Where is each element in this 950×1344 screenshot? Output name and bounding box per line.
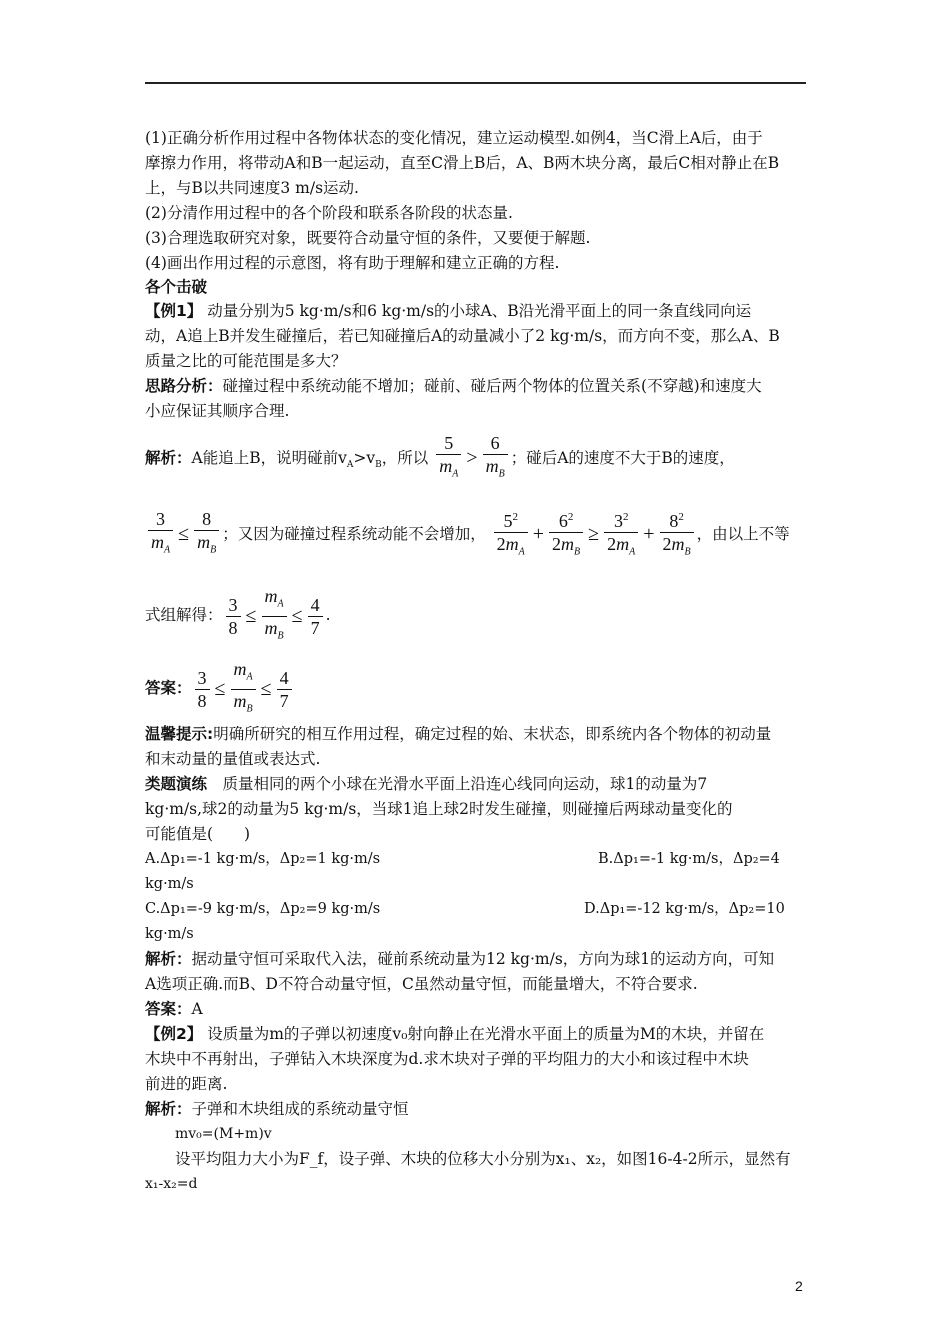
answer-fraction-ma-mb: $\frac{m_A}{m_B}$ xyxy=(231,658,256,720)
answer-label: 答案： xyxy=(145,679,192,698)
practice-answer-label: 答案： xyxy=(145,1000,192,1018)
note-1-line-1: (1)正确分析作用过程中各物体状态的变化情况，建立运动模型.如例4，当C滑上A后，由于 xyxy=(145,129,763,147)
example1-solution-line-2: $\frac{3}{m_A}$ ≤ $\frac{8}{m_B}$ ；又因为碰撞过程系统动能不会增加， $\frac{5^2}{2m_A}$ + $\frac{6^2}{2m_B}$ ≥ $\frac{3^2}{2m_A}$ + $\frac{8^2}{2m_B}$ ，由以上不等 xyxy=(145,506,790,564)
sol-a: A能追上B，说明碰前v xyxy=(191,448,347,467)
example2-question-line-1 xyxy=(145,1024,764,1044)
option-c: C.Δp₁=-9 kg·m/s，Δp₂=9 kg·m/s xyxy=(145,901,381,917)
example2-solution-line-1 xyxy=(145,1099,409,1119)
practice-label: 类题演练 xyxy=(145,775,208,793)
example1-hint-line-1 xyxy=(145,376,762,396)
example2-question-line-3: 前进的距离. xyxy=(145,1075,228,1093)
practice-sol-1: 据动量守恒可采取代入法，碰前系统动量为12 kg·m/s，方向为球1的运动方向，可知 xyxy=(191,950,775,968)
momentum-equation: mv₀=(M+m)v xyxy=(175,1126,272,1142)
note-1-line-2: 摩擦力作用，将带动A和B一起运动，直至C滑上B后，A、B两木块分离，最后C相对静止在B xyxy=(145,154,780,172)
note-2: (2)分清作用过程中的各个阶段和联系各阶段的状态量. xyxy=(145,204,513,222)
fraction-5sq: $\frac{5^2}{2m_A}$ xyxy=(494,506,528,564)
tip-line-2: 和末动量的量值或表达式. xyxy=(145,750,321,768)
example1-solution-line-1: 解析：A能追上B，说明碰前$v_A>v_B$，所以 $\frac{5}{m_A}$ > $\frac{6}{m_B}$ ；碰后A的速度不大于B的速度， xyxy=(145,432,735,486)
fraction-3sq: $\frac{3^2}{2m_A}$ xyxy=(604,506,638,564)
example1-solution-line-3: 式组解得： $\frac{3}{8}$ ≤ $\frac{m_A}{m_B}$ ≤ $\frac{4}{7}$ . xyxy=(145,585,331,647)
practice-answer xyxy=(145,999,203,1019)
option-b-line-1: B.Δp₁=-1 kg·m/s，Δp₂=4 xyxy=(598,851,780,867)
option-b-line-2: kg·m/s xyxy=(145,876,194,892)
hint-text-1: 碰撞过程中系统动能不增加；碰前、碰后两个物体的位置关系(不穿越)和速度大 xyxy=(222,377,762,395)
example2-solution-label: 解析： xyxy=(145,1100,192,1118)
sol-d: ；又因为碰撞过程系统动能不会增加， xyxy=(222,524,486,543)
sol-f: 式组解得： xyxy=(145,606,223,625)
hint-label: 思路分析： xyxy=(145,377,223,395)
fraction-3-over-ma: $\frac{3}{m_A}$ xyxy=(148,508,173,562)
example2-solution-line-2: 设平均阻力大小为F_f，设子弹、木块的位移大小分别为x₁、x₂，如图16-4-2所示，显然有 xyxy=(175,1150,791,1168)
practice-solution-line-2: A选项正确.而B、D不符合动量守恒，C虽然动量守恒，而能量增大，不符合要求. xyxy=(145,975,698,993)
example1-hint-line-2: 小应保证其顺序合理. xyxy=(145,402,290,420)
answer-fraction-3-8: $\frac{3}{8}$ xyxy=(195,667,210,712)
practice-solution-label: 解析： xyxy=(145,950,192,968)
tip-text-1: 明确所研究的相互作用过程，确定过程的始、末状态，即系统内各个物体的初动量 xyxy=(213,725,772,743)
sol-sub-b: B xyxy=(375,459,382,470)
example1-label: 【例1】 xyxy=(145,302,203,320)
practice-question-line-1 xyxy=(145,774,707,794)
option-d-line-2: kg·m/s xyxy=(145,926,194,942)
page-number: 2 xyxy=(795,1278,803,1294)
fraction-6-over-mb: $\frac{6}{m_B}$ xyxy=(483,432,508,486)
fraction-6sq: $\frac{6^2}{2m_B}$ xyxy=(549,506,583,564)
example2-label: 【例2】 xyxy=(145,1025,203,1043)
fraction-8-over-mb: $\frac{8}{m_B}$ xyxy=(194,508,219,562)
example1-q1: 动量分别为5 kg·m/s和6 kg·m/s的小球A、B沿光滑平面上的同一条直线同向运 xyxy=(207,302,752,320)
fraction-ma-mb: $\frac{m_A}{m_B}$ xyxy=(262,585,287,647)
practice-answer-value: A xyxy=(191,1000,203,1018)
tip-line-1 xyxy=(145,724,771,744)
fraction-4-7: $\frac{4}{7}$ xyxy=(308,594,323,639)
sol-e: ，由以上不等 xyxy=(696,524,790,543)
practice-q1: 质量相同的两个小球在光滑水平面上沿连心线同向运动，球1的动量为7 xyxy=(222,775,708,793)
practice-question-line-2: kg·m/s,球2的动量为5 kg·m/s，当球1追上球2时发生碰撞，则碰撞后两球动量变化的 xyxy=(145,800,733,818)
fraction-3-8: $\frac{3}{8}$ xyxy=(226,594,241,639)
note-1-line-3: 上，与B以共同速度3 m/s运动. xyxy=(145,179,359,197)
option-d-line-1: D.Δp₁=-12 kg·m/s，Δp₂=10 xyxy=(584,901,785,917)
answer-fraction-4-7: $\frac{4}{7}$ xyxy=(277,667,292,712)
example1-question-line-2: 动，A追上B并发生碰撞后，若已知碰撞后A的动量减小了2 kg·m/s，而方向不变，那么A、B xyxy=(145,327,780,345)
example1-question-line-1 xyxy=(145,301,751,321)
fraction-8sq: $\frac{8^2}{2m_B}$ xyxy=(660,506,694,564)
practice-solution-line-1 xyxy=(145,949,774,969)
section-title: 各个击破 xyxy=(145,278,208,296)
fraction-5-over-ma: $\frac{5}{m_A}$ xyxy=(436,432,461,486)
sol-c: ；碰后A的速度不大于B的速度， xyxy=(510,448,735,467)
header-rule xyxy=(145,82,806,84)
displacement-equation: x₁-x₂=d xyxy=(145,1176,198,1192)
example2-question-line-2: 木块中不再射出，子弹钻入木块深度为d.求木块对子弹的平均阻力的大小和该过程中木块 xyxy=(145,1050,749,1068)
option-a: A.Δp₁=-1 kg·m/s，Δp₂=1 kg·m/s xyxy=(145,851,381,867)
note-3: (3)合理选取研究对象，既要符合动量守恒的条件，又要便于解题. xyxy=(145,229,591,247)
example2-q1: 设质量为m的子弹以初速度v₀射向静止在光滑水平面上的质量为M的木块，并留在 xyxy=(207,1025,765,1043)
note-4: (4)画出作用过程的示意图，将有助于理解和建立正确的方程. xyxy=(145,254,560,272)
example1-answer: 答案： $\frac{3}{8}$ ≤ $\frac{m_A}{m_B}$ ≤ $\frac{4}{7}$ xyxy=(145,658,295,720)
practice-question-line-3: 可能值是( ) xyxy=(145,825,251,843)
example1-question-line-3: 质量之比的可能范围是多大？ xyxy=(145,352,347,370)
sol-sub-a: A xyxy=(346,459,354,470)
sol-b: ，所以 xyxy=(381,448,429,467)
sol-gt: >v xyxy=(353,448,376,467)
tip-label: 温馨提示: xyxy=(145,725,214,743)
solution-label: 解析： xyxy=(145,448,192,467)
example2-sol-1: 子弹和木块组成的系统动量守恒 xyxy=(191,1100,409,1118)
